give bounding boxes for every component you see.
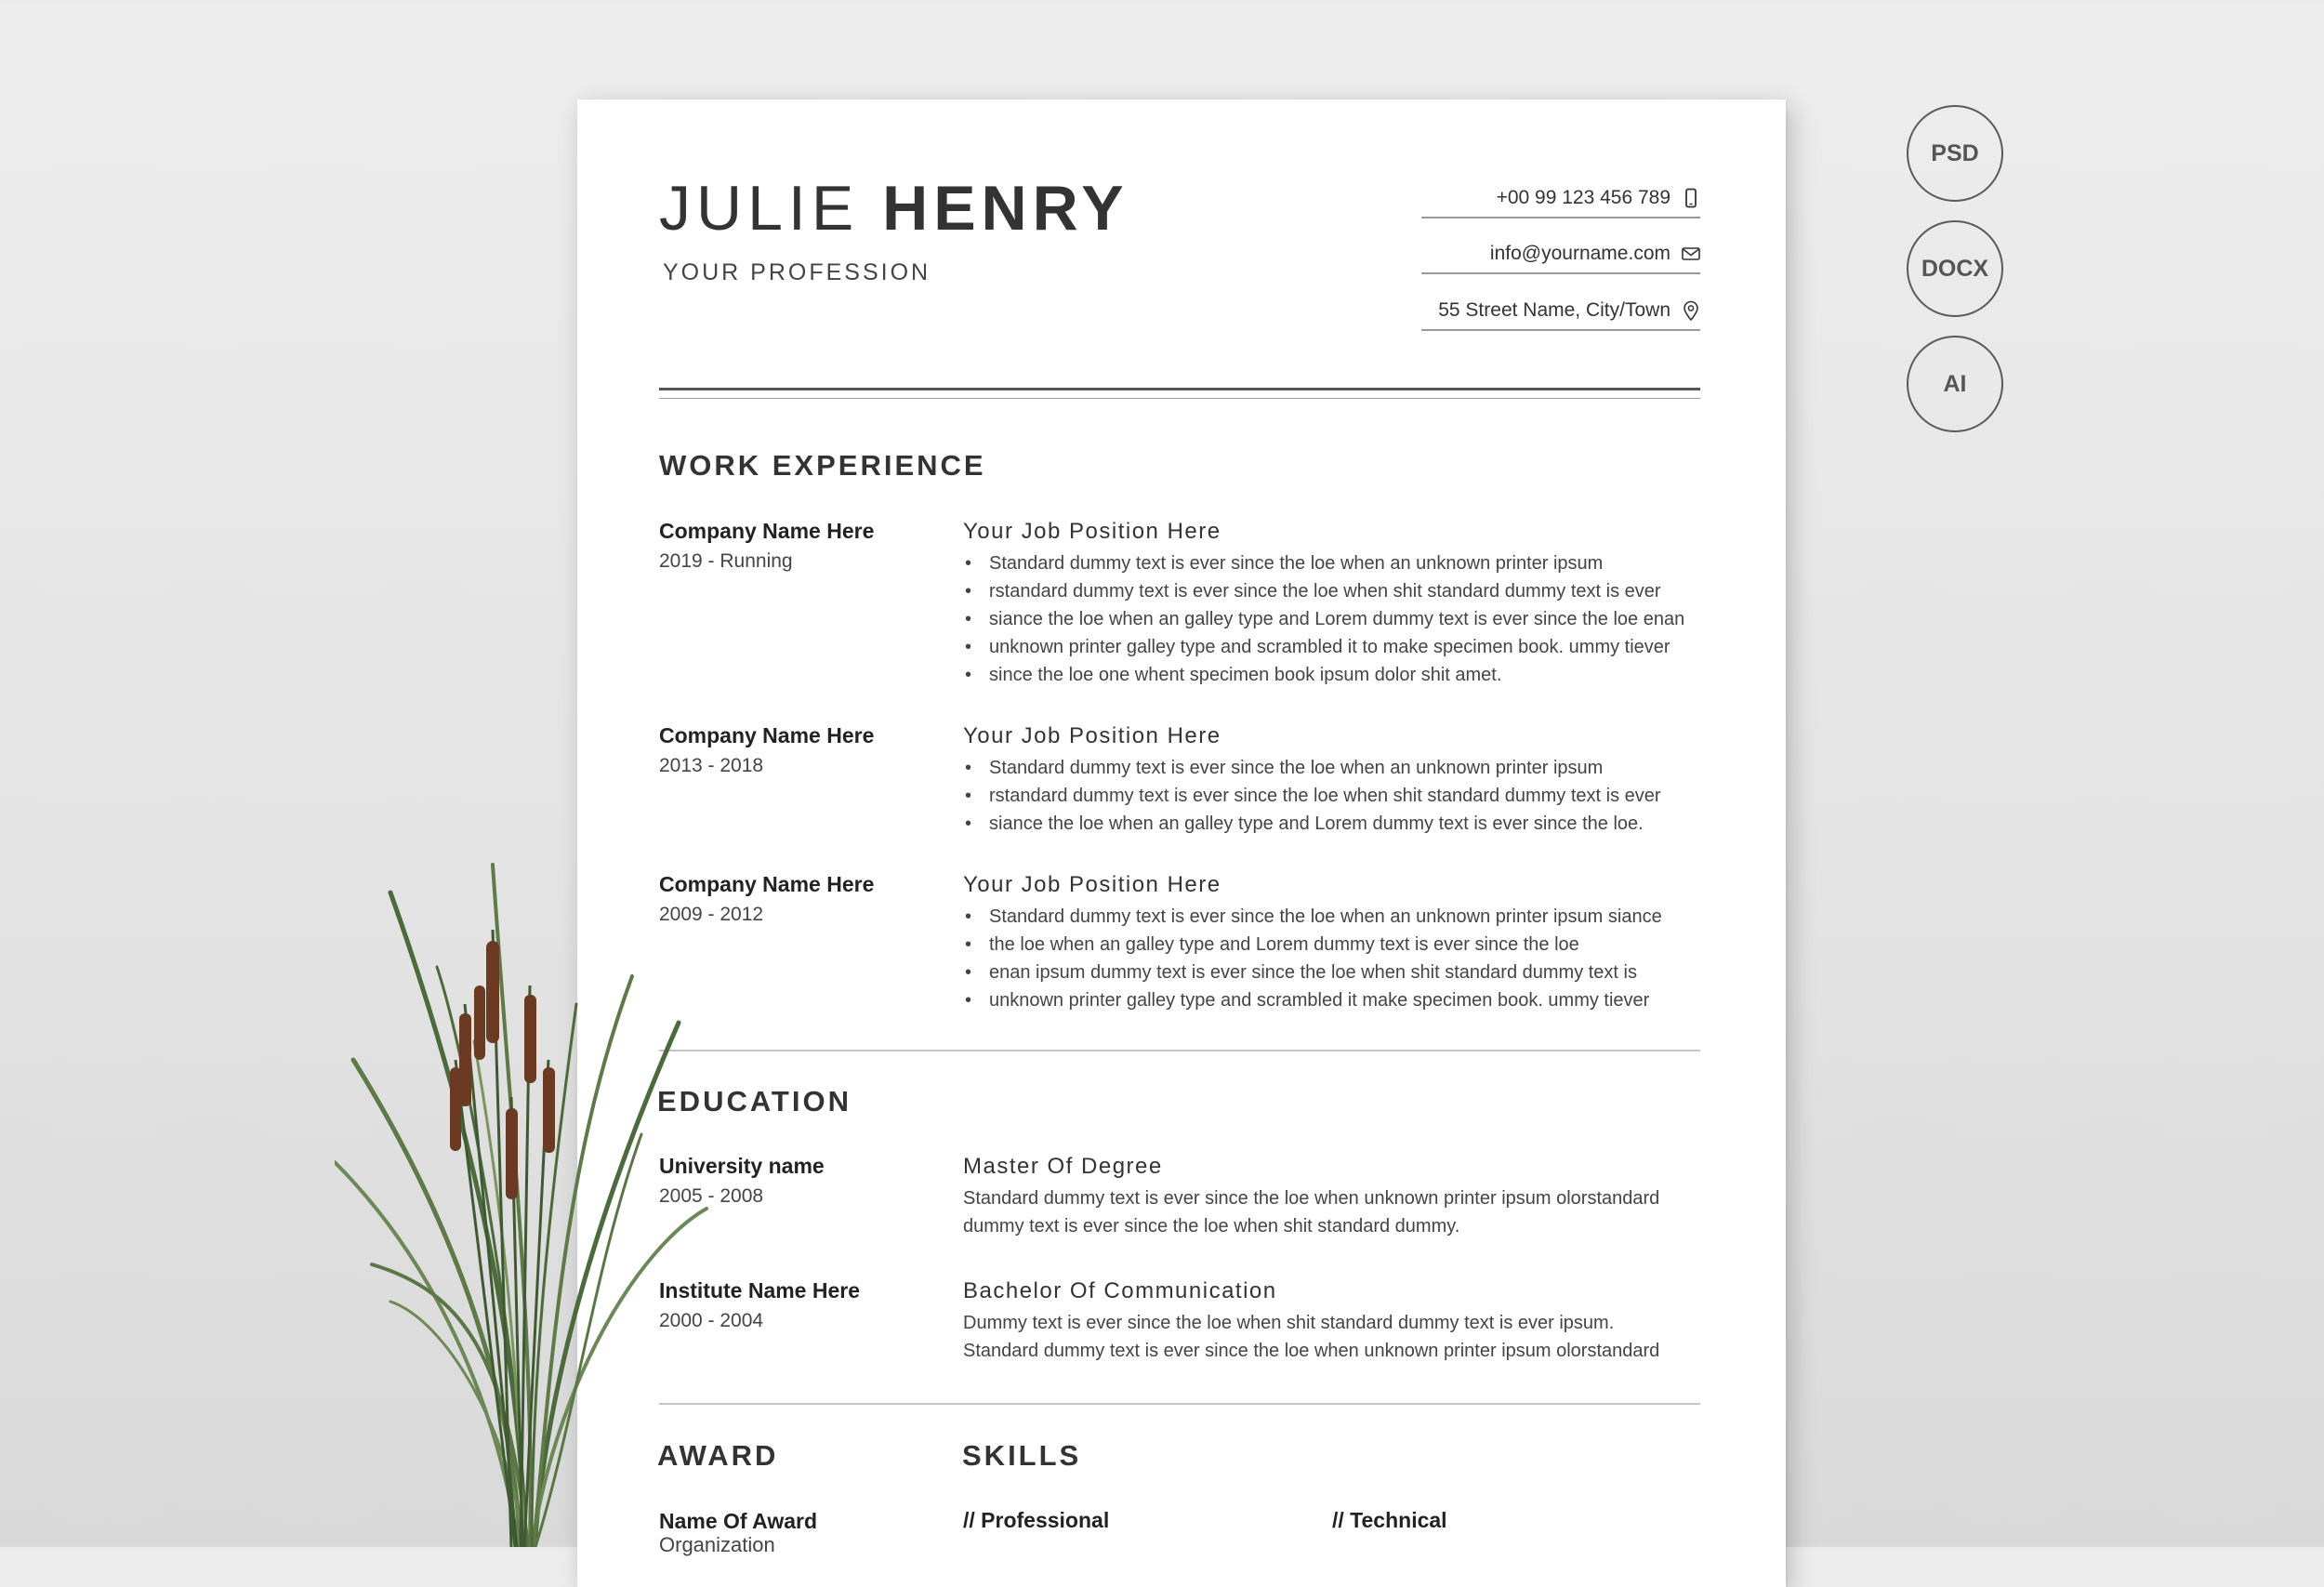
edu-school: University name — [659, 1154, 825, 1178]
header-divider — [659, 388, 1700, 390]
job-bullet: • since the loe one whent specimen book ipsum dolor shit amet. — [963, 661, 1700, 689]
job-company: Company Name Here — [659, 872, 875, 896]
job-bullet: • unknown printer galley type and scrambled it make specimen book. ummy tiever — [963, 986, 1700, 1014]
full-name — [659, 172, 1129, 245]
edu-description — [963, 1309, 1700, 1365]
award-org: Organization — [659, 1533, 775, 1556]
job-bullet: • Standard dummy text is ever since the loe when an unknown printer ipsum — [963, 754, 1700, 782]
job-bullet: • the loe when an galley type and Lorem dummy text is ever since the loe — [963, 931, 1700, 959]
job-position: Your Job Position Here — [963, 872, 1221, 897]
phone-icon — [1682, 188, 1700, 208]
job-position: Your Job Position Here — [963, 723, 1221, 748]
edu-school: Institute Name Here — [659, 1278, 861, 1303]
skills-technical-heading: // Technical — [1332, 1508, 1447, 1532]
job-bullet: • siance the loe when an galley type and Lorem dummy text is ever since the loe. — [963, 810, 1700, 838]
header-divider-thin — [659, 398, 1700, 399]
envelope-icon — [1682, 244, 1700, 264]
edu-degree: Bachelor Of Communication — [963, 1278, 1277, 1303]
email-text: info@yourname.com — [1489, 243, 1670, 264]
format-badge-docx: DOCX — [1907, 220, 2003, 317]
contact-email — [1421, 235, 1700, 274]
cattail-plant-image — [335, 855, 725, 1547]
profession: YOUR PROFESSION — [663, 259, 931, 285]
section-title-education: EDUCATION — [657, 1085, 852, 1118]
map-pin-icon — [1682, 300, 1700, 321]
job-company: Company Name Here — [659, 723, 875, 747]
section-divider — [659, 1403, 1700, 1405]
job-bullet: • rstandard dummy text is ever since the loe when shit standard dummy text is ever — [963, 782, 1700, 810]
job-bullets — [963, 903, 1700, 1014]
section-title-skills: SKILLS — [962, 1439, 1082, 1472]
contact-address — [1421, 292, 1700, 331]
edu-degree: Master Of Degree — [963, 1154, 1163, 1179]
job-position: Your Job Position Here — [963, 519, 1221, 544]
job-bullet: • enan ipsum dummy text is ever since the loe when shit standard dummy text is — [963, 959, 1700, 986]
edu-dates: 2005 - 2008 — [659, 1185, 764, 1207]
resume-page — [577, 99, 1786, 1587]
job-bullet: • siance the loe when an galley type and Lorem dummy text is ever since the loe enan — [963, 605, 1700, 633]
section-divider — [659, 1050, 1700, 1051]
format-badge-psd: PSD — [1907, 105, 2003, 202]
section-title-work: WORK EXPERIENCE — [659, 449, 986, 482]
job-bullet: • Standard dummy text is ever since the loe when an unknown printer ipsum siance — [963, 903, 1700, 931]
job-bullet: • Standard dummy text is ever since the loe when an unknown printer ipsum — [963, 549, 1700, 577]
job-bullets — [963, 549, 1700, 689]
first-name: JULIE — [659, 173, 860, 244]
edu-dates: 2000 - 2004 — [659, 1310, 764, 1331]
edu-line: Standard dummy text is ever since the loe when unknown printer ipsum olorstandard — [963, 1188, 1660, 1209]
edu-line: Standard dummy text is ever since the loe when unknown printer ipsum olorstandard — [963, 1341, 1660, 1361]
job-bullet: • rstandard dummy text is ever since the loe when shit standard dummy text is ever — [963, 577, 1700, 605]
job-dates: 2009 - 2012 — [659, 904, 764, 925]
job-company: Company Name Here — [659, 519, 875, 543]
job-dates: 2019 - Running — [659, 550, 793, 572]
edu-line: dummy text is ever since the loe when shit standard dummy. — [963, 1216, 1460, 1237]
award-name: Name Of Award — [659, 1509, 817, 1533]
section-title-award: AWARD — [657, 1439, 779, 1472]
job-dates: 2013 - 2018 — [659, 755, 764, 776]
edu-description — [963, 1184, 1700, 1240]
edu-line: Dummy text is ever since the loe when shit standard dummy text is ever ipsum. — [963, 1313, 1615, 1333]
contact-phone — [1421, 179, 1700, 218]
format-badge-ai: AI — [1907, 336, 2003, 432]
job-bullets — [963, 754, 1700, 838]
job-bullet: • unknown printer galley type and scrambled it to make specimen book. ummy tiever — [963, 633, 1700, 661]
last-name: HENRY — [882, 173, 1129, 244]
skills-professional-heading: // Professional — [963, 1508, 1110, 1532]
phone-text: +00 99 123 456 789 — [1496, 187, 1670, 208]
address-text: 55 Street Name, City/Town — [1438, 299, 1670, 321]
